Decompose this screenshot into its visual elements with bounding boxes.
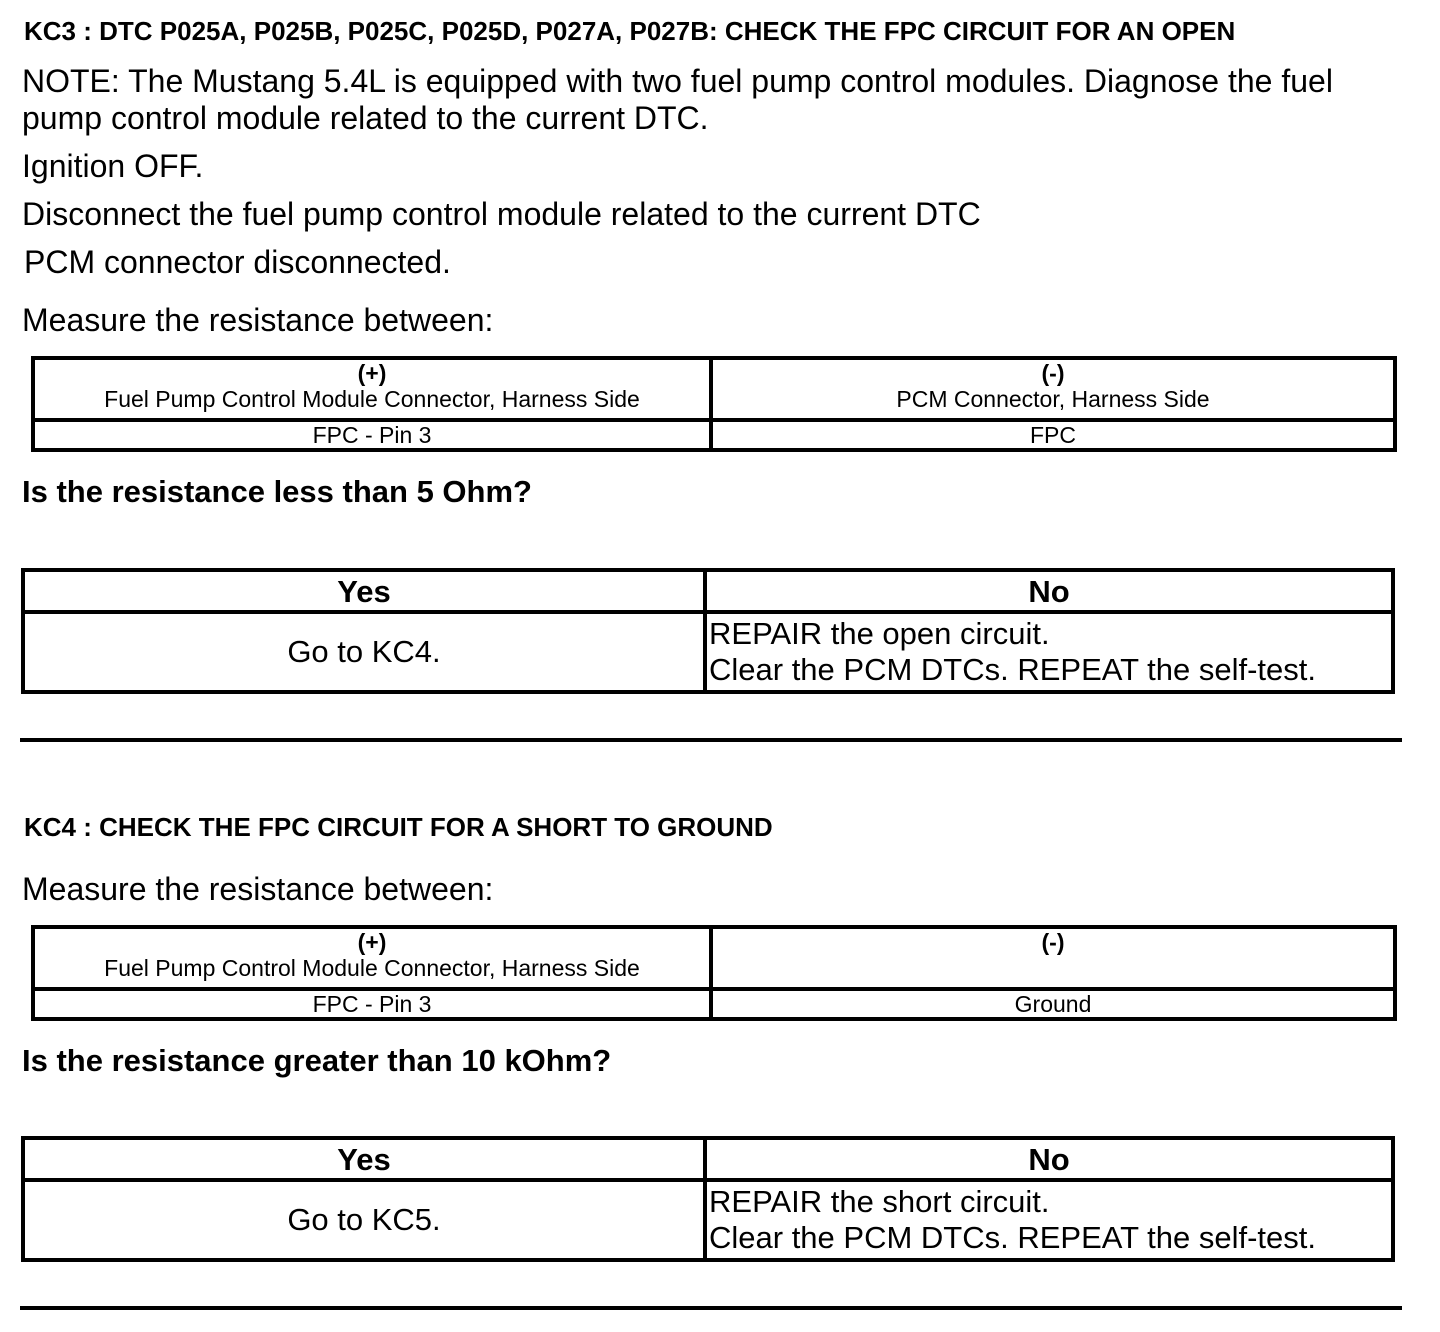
kc3-step-disconnect-module: Disconnect the fuel pump control module related to the current DTC: [22, 196, 981, 232]
kc4-minus-header: [711, 927, 1395, 989]
kc3-minus-value: FPC: [711, 420, 1395, 450]
kc3-no-line2: Clear the PCM DTCs. REPEAT the self-test.: [709, 652, 1316, 687]
minus-sign: (-): [1041, 360, 1065, 386]
kc4-no-header: No: [705, 1138, 1393, 1180]
kc4-plus-header: [33, 927, 711, 989]
kc4-minus-value: Ground: [711, 989, 1395, 1019]
kc3-step-pcm-disconnected: PCM connector disconnected.: [24, 244, 451, 280]
kc4-no-action: [705, 1180, 1393, 1260]
kc4-plus-value: FPC - Pin 3: [33, 989, 711, 1019]
kc3-question: Is the resistance less than 5 Ohm?: [22, 474, 532, 509]
kc3-note-line2: pump control module related to the current DTC.: [22, 100, 709, 136]
kc3-decision-table: [21, 568, 1395, 694]
kc3-no-header: No: [705, 570, 1393, 612]
kc3-step-ignition: Ignition OFF.: [22, 148, 204, 184]
section-divider-bottom: [20, 1306, 1402, 1310]
kc4-yes-action: Go to KC5.: [23, 1180, 705, 1260]
kc3-note-line1: NOTE: The Mustang 5.4L is equipped with two fuel pump control modules. Diagnose the fuel: [22, 63, 1333, 99]
plus-sign: (+): [357, 929, 387, 955]
kc4-no-line2: Clear the PCM DTCs. REPEAT the self-test.: [709, 1220, 1316, 1255]
kc3-title: KC3 : DTC P025A, P025B, P025C, P025D, P027A, P027B: CHECK THE FPC CIRCUIT FOR AN OPEN: [24, 16, 1236, 46]
section-divider: [20, 738, 1402, 742]
kc3-no-action: [705, 612, 1393, 692]
kc3-plus-header: [33, 358, 711, 420]
kc3-yes-header: Yes: [23, 570, 705, 612]
kc3-yes-action: Go to KC4.: [23, 612, 705, 692]
minus-sign: (-): [1041, 929, 1065, 955]
minus-connector-label: PCM Connector, Harness Side: [896, 386, 1210, 412]
kc3-note: [22, 63, 1333, 137]
kc4-question: Is the resistance greater than 10 kOhm?: [22, 1043, 612, 1078]
plus-sign: (+): [357, 360, 387, 386]
kc3-measure-intro: Measure the resistance between:: [22, 302, 494, 338]
kc4-measure-table: [31, 925, 1397, 1021]
plus-connector-label: Fuel Pump Control Module Connector, Harness Side: [104, 955, 640, 981]
kc4-yes-header: Yes: [23, 1138, 705, 1180]
kc4-decision-table: [21, 1136, 1395, 1262]
kc4-measure-intro: Measure the resistance between:: [22, 871, 494, 907]
kc3-minus-header: [711, 358, 1395, 420]
kc3-plus-value: FPC - Pin 3: [33, 420, 711, 450]
plus-connector-label: Fuel Pump Control Module Connector, Harness Side: [104, 386, 640, 412]
kc3-no-line1: REPAIR the open circuit.: [709, 616, 1050, 651]
kc3-measure-table: [31, 356, 1397, 452]
kc4-title: KC4 : CHECK THE FPC CIRCUIT FOR A SHORT TO GROUND: [24, 812, 773, 842]
kc4-no-line1: REPAIR the short circuit.: [709, 1184, 1050, 1219]
